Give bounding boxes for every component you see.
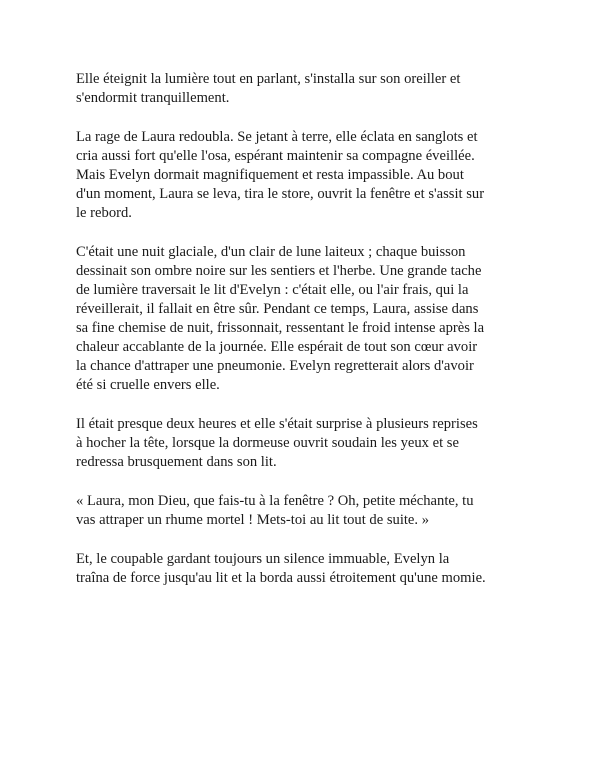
paragraph-2: La rage de Laura redoubla. Se jetant à terre, elle éclata en sanglots et cria aussi fort qu'elle l'osa, espérant maintenir sa compagne éveillée. Mais Evelyn dormait magnifiquement et resta impassible. Au bout d'un moment, Laura se leva, tira le store, ouvrit la fenêtre et s'assit sur le rebord. bbox=[76, 129, 485, 221]
paragraph-6: Et, le coupable gardant toujours un silence immuable, Evelyn la traîna de force jusqu'au lit et la borda aussi étroitement qu'une momie. bbox=[76, 551, 486, 586]
paragraph-5: « Laura, mon Dieu, que fais-tu à la fenêtre ? Oh, petite méchante, tu vas attraper un rhume mortel ! Mets-toi au lit tout de suite. » bbox=[76, 493, 474, 528]
paragraph-4: Il était presque deux heures et elle s'était surprise à plusieurs reprises à hocher la tête, lorsque la dormeuse ouvrit soudain les yeux et se redressa brusquement dans son lit. bbox=[76, 416, 478, 470]
paragraph-3: C'était une nuit glaciale, d'un clair de lune laiteux ; chaque buisson dessinait son ombre noire sur les sentiers et l'herbe. Une grande tache de lumière traversait le lit d'Evelyn : c'était elle, ou l'air frais, qui la réveillerait, il fallait en être sûr. Pendant ce temps, Laura, assise dans sa fine chemise de nuit, frissonnait, ressentant le froid intense après la chaleur accablante de la journée. Elle espérait de tout son cœur avoir la chance d'attraper une pneumonie. Evelyn regretterait alors d'avoir été si cruelle envers elle. bbox=[76, 244, 485, 393]
body-text bbox=[76, 70, 486, 608]
paragraph-1: Elle éteignit la lumière tout en parlant, s'installa sur son oreiller et s'endormit tranquillement. bbox=[76, 71, 461, 106]
